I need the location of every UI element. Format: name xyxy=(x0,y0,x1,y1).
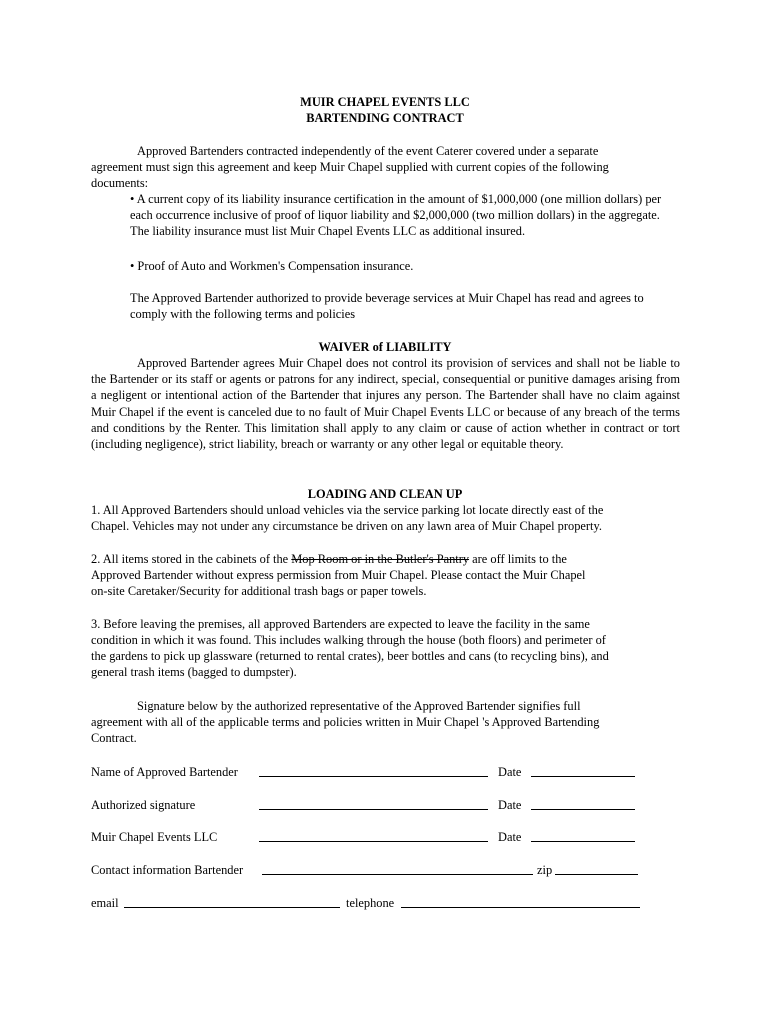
contact-label: Contact information Bartender xyxy=(91,863,244,877)
name-date-label: Date xyxy=(498,765,522,779)
name-date-field[interactable] xyxy=(531,766,635,777)
zip-label: zip xyxy=(537,863,553,877)
contact-field[interactable] xyxy=(262,864,533,875)
waiver-body: Approved Bartender agrees Muir Chapel does not control its provision of services and shall not be liable to the Bartender or its staff or agents or patrons for any indirect, special, consequential or punitive damages arising from a negligent or intentional action of the Bartender that injures any person. The Bartender shall have no claim against Muir Chapel if the event is canceled due to no fault of Muir Chapel Events LLC or because of any breach of the terms and conditions by the Renter. This limitation shall apply to any claim or cause of action whether in contract or tort (including negligence), strict liability, breach or warranty or any other legal or equitable theory. xyxy=(91,356,680,452)
loading-heading: LOADING AND CLEAN UP xyxy=(307,487,463,501)
loading-item-3-line-2: condition in which it was found. This includes walking through the house (both floors) and perimeter of xyxy=(91,633,606,647)
telephone-field[interactable] xyxy=(401,897,640,908)
name-label: Name of Approved Bartender xyxy=(91,765,238,779)
bullet-liability-insurance: • A current copy of its liability insurance certification in the amount of $1,000,000 (one million dollars) per each occurrence inclusive of proof of liquor liability and $2,000,000 (two million dollars) in the aggregate. The liability insurance must list Muir Chapel Events LLC as additional insured. xyxy=(130,192,662,239)
name-field[interactable] xyxy=(259,766,488,777)
email-label: email xyxy=(91,896,119,910)
loading-item-3-line-4: general trash items (bagged to dumpster). xyxy=(91,665,297,679)
struck-text: Mop Room or in the Butler's Pantry xyxy=(291,552,470,566)
loading-item-2-pre: 2. All items stored in the cabinets of the xyxy=(91,552,292,566)
loading-item-2-line-3: on-site Caretaker/Security for additional trash bags or paper towels. xyxy=(91,584,427,598)
waiver-heading: WAIVER of LIABILITY xyxy=(318,340,452,354)
authorized-signature-label: Authorized signature xyxy=(91,798,196,812)
signature-line-2: agreement with all of the applicable terms and policies written in Muir Chapel 's Approved Bartending xyxy=(91,715,600,729)
loading-item-2-line-2: Approved Bartender without express permission from Muir Chapel. Please contact the Muir Chapel xyxy=(91,568,586,582)
company-name: MUIR CHAPEL EVENTS LLC xyxy=(300,95,470,109)
contract-title: BARTENDING CONTRACT xyxy=(306,111,464,125)
loading-item-3-line-1: 3. Before leaving the premises, all approved Bartenders are expected to leave the facility in the same xyxy=(91,617,590,631)
signature-date-field[interactable] xyxy=(531,799,635,810)
telephone-label: telephone xyxy=(346,896,395,910)
events-date-label: Date xyxy=(498,830,522,844)
zip-field[interactable] xyxy=(555,864,638,875)
intro-line-2: agreement must sign this agreement and keep Muir Chapel supplied with current copies of the following xyxy=(91,160,609,174)
loading-item-3-line-3: the gardens to pick up glassware (returned to rental crates), beer bottles and cans (to recycling bins), and xyxy=(91,649,609,663)
intro-line-3: documents: xyxy=(91,176,149,190)
bullet-auto-insurance: • Proof of Auto and Workmen's Compensation insurance. xyxy=(130,259,414,273)
events-llc-label: Muir Chapel Events LLC xyxy=(91,830,218,844)
loading-item-2-line-1 xyxy=(91,551,567,567)
loading-item-2-post: are off limits to the xyxy=(469,552,567,566)
authorized-signature-field[interactable] xyxy=(259,799,488,810)
agreement-statement: The Approved Bartender authorized to provide beverage services at Muir Chapel has read and agrees to comply with the following terms and policies xyxy=(130,291,644,322)
intro-line-1: Approved Bartenders contracted independently of the event Caterer covered under a separate xyxy=(137,144,599,158)
signature-line-1: Signature below by the authorized representative of the Approved Bartender signifies full xyxy=(137,699,581,713)
events-date-field[interactable] xyxy=(531,831,635,842)
loading-item-1-line-1: 1. All Approved Bartenders should unload vehicles via the service parking lot locate directly east of the xyxy=(91,503,604,517)
signature-line-3: Contract. xyxy=(91,731,137,745)
events-llc-field[interactable] xyxy=(259,831,488,842)
signature-date-label: Date xyxy=(498,798,522,812)
loading-item-1-line-2: Chapel. Vehicles may not under any circumstance be driven on any lawn area of Muir Chapel property. xyxy=(91,519,602,533)
email-field[interactable] xyxy=(124,897,340,908)
